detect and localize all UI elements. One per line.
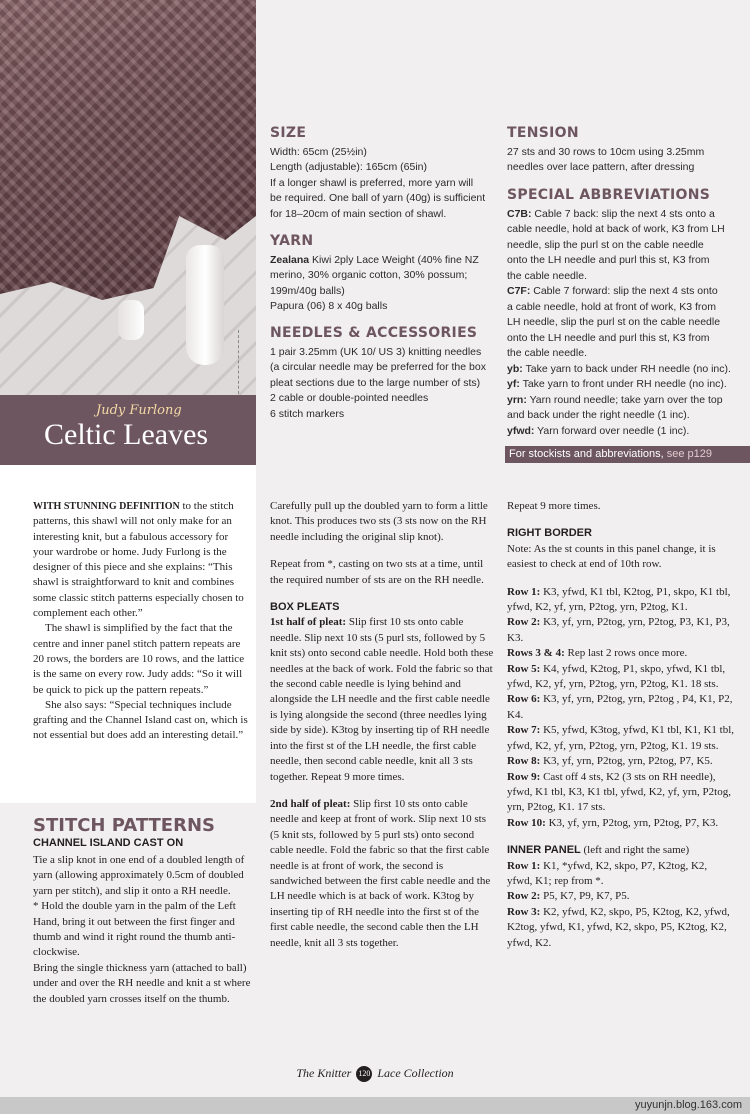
inner-panel-heading: INNER PANEL (left and right the same) [507,844,690,857]
size-line: Length (adjustable): 165cm (65in) [270,161,428,173]
pleat-instruction: 2nd half of pleat: Slip first 10 sts onto cable needle and keep at front of work. Slip next 10 sts (5 knit sts, followed by 5 purl sts) onto second cable needle. Fold the fabric so that the first cable needle is at front of work, the second is sandwiched between the first cable needle and the LH needle which is at back of work. K3tog by inserting tip of RH needle into the first st of the first cable needle, the second cable then the LH needle, knit all 3 sts together. [270,797,491,949]
stool-leg-back [118,300,144,340]
size-section [270,126,502,222]
yarn-line: merino, 30% organic cotton, 30% possum; [270,269,468,281]
row-instruction: Row 7: K5, yfwd, K3tog, yfwd, K1 tbl, K1, K1 tbl, yfwd, K2, yf, yrn, P2tog, yrn, P2tog, K1. 19 sts. [507,724,735,752]
yarn-section [270,234,502,315]
stitch-patterns-heading: STITCH PATTERNS [33,815,215,836]
abbr-line: needle, slip the purl st on the cable needle [507,238,704,251]
cast-on-text [33,853,251,1007]
designer-name: Judy Furlong [96,403,182,418]
middle-paragraph: Carefully pull up the doubled yarn to form a little knot. This produces two sts (3 sts now on the RH needle including the original slip knot). [270,500,488,543]
abbr-line: and back under the right needle (1 inc). [507,409,690,421]
yarn-heading: YARN [270,233,314,249]
row-instruction: Row 6: K3, yf, yrn, P2tog, yrn, P2tog , P4, K1, P2, K4. [507,693,733,721]
row-instruction: Row 10: K3, yf, yrn, P2tog, yrn, P2tog, P7, K3. [507,816,719,829]
repeat-line: Repeat 9 more times. [507,500,601,512]
shawl-photo [0,0,256,395]
row-instruction: Row 3: K2, yfwd, K2, skpo, P5, K2tog, K2, yfwd, K2tog, yfwd, K1, yfwd, K2, skpo, P5, K2tog, K2, yfwd, K2. [507,905,730,949]
abbr-line: LH needle, slip the purl st on the cable needle [507,316,721,328]
row-instruction: Row 9: Cast off 4 sts, K2 (3 sts on RH needle), yfwd, K1 tbl, K3, K1 tbl, yfwd, K2, yf, yrn, P2tog, yrn, P2tog, K1. 17 sts. [507,770,731,814]
cast-on-heading: CHANNEL ISLAND CAST ON [33,837,184,849]
intro-paragraph: WITH STUNNING DEFINITION to the stitch patterns, this shawl will not only make for an interesting knit, but a fabulous accessory for your wardrobe or home. Judy Furlong is the designer of this piece and she explains: “This shawl is straightforward to knit and combines some classic stitch patterns especially chosen to complement each other.” [33,500,244,620]
row-instruction: Row 1: K1, *yfwd, K2, skpo, P7, K2tog, K2, yfwd, K1; rep from *. [507,859,708,887]
size-line: for 18–20cm of main section of shawl. [270,207,447,220]
page-number: 120 [356,1066,372,1082]
yarn-line: Zealana Kiwi 2ply Lace Weight (40% fine NZ [270,253,479,266]
abbr-term: C7F: [507,285,531,297]
magazine-name: The Knitter [296,1066,352,1080]
stockists-bar [505,446,750,463]
row-instruction: Row 2: K3, yf, yrn, P2tog, yrn, P2tog, P3, K1, P3, K3. [507,616,730,644]
intro-text [33,499,251,744]
box-pleats-heading: BOX PLEATS [270,601,340,614]
size-line: Width: 65cm (25½in) [270,145,367,158]
abbr-line: the cable needle. [507,269,587,282]
needles-line: 6 stitch markers [270,407,345,420]
abbreviations-heading: SPECIAL ABBREVIATIONS [507,187,711,203]
cast-on-paragraph: * Hold the double yarn in the palm of the Left Hand, bring it out between the first finger and thumb and wind it right round the thumb anti-clockwise. [33,900,236,959]
right-border-heading: RIGHT BORDER [507,527,592,540]
size-line: be required. One ball of yarn (40g) is sufficient [270,192,486,204]
intro-paragraph: She also says: “Special techniques include grafting and the Channel Island cast on, which is not essential but does add an interesting detail.” [33,698,248,742]
abbr-term: yfwd: [507,424,535,437]
row-instruction: Row 2: P5, K7, P9, K7, P5. [507,890,630,903]
size-line: If a longer shawl is preferred, more yarn will [270,176,474,189]
cast-on-paragraph: Bring the single thickness yarn (attached to ball) under and over the RH needle and knit a st where the doubled yarn crosses itself on the thumb. [33,961,251,1005]
pleat-instruction: 1st half of pleat: Slip first 10 sts onto cable needle. Slip next 10 sts (5 purl sts, followed by 5 knit sts) onto second cable needle. Hold both these needles at the back of work. Fold the fabric so that the second cable needle is lying behind and alongside the LH needle and the first cable needle is lying alongside the second (three needles lying side by side). K3tog by inserting tip of RH needle into the first st of the LH needle, the first cable needle, then second cable needle, knit all 3 sts together. Repeat 9 more times. [270,616,494,783]
needles-line: 1 pair 3.25mm (UK 10/ US 3) knitting needles [270,345,482,358]
size-heading: SIZE [270,125,307,141]
abbr-line: onto the LH needle and purl this st, K3 from [507,331,710,344]
row-instruction: Row 8: K3, yf, yrn, P2tog, yrn, P2tog, P7, K5. [507,755,713,768]
cast-on-paragraph: Tie a slip knot in one end of a doubled length of yarn (allowing approximately 0.5cm of doubled yarn per stitch), and slip it onto a RH needle. [33,854,245,897]
abbr-term: yb: [507,362,523,375]
needles-line: 2 cable or double-pointed needles [270,392,429,404]
needles-heading: NEEDLES & ACCESSORIES [270,325,478,341]
needles-line: (a circular needle may be preferred for the box [270,361,486,373]
tension-heading: TENSION [507,125,579,141]
abbr-line: the cable needle. [507,347,587,359]
yarn-line: 199m/40g balls) [270,284,345,297]
stool-leg [186,245,224,365]
yarn-line: Papura (06) 8 x 40g balls [270,300,388,312]
abbr-line: cable needle, hold at back of work, K3 from LH [507,223,725,235]
abbr-line: onto the LH needle and purl this st, K3 from [507,254,710,266]
title-band [0,395,256,465]
abbr-term: yf: [507,378,520,390]
abbr-term: yrn: [507,393,527,406]
right-column [507,499,735,951]
stockists-page-ref: see p129 [666,448,713,460]
collection-name: Lace Collection [377,1066,454,1080]
intro-paragraph: The shawl is simplified by the fact that the centre and inner panel stitch pattern repeats are 20 rows, the borders are 10 rows, and the lattice is the same on every row. Judy adds: “So it will be quick to pick up the pattern repeats.” [33,622,245,696]
middle-column [270,499,495,951]
tension-line: 27 sts and 30 rows to 10cm using 3.25mm [507,145,705,158]
page-title: Celtic Leaves [44,418,209,451]
needles-section [270,326,502,422]
row-instruction: Rows 3 & 4: Rep last 2 rows once more. [507,647,688,660]
row-instruction: Row 1: K3, yfwd, K1 tbl, K2tog, P1, skpo, K1 tbl, yfwd, K2, yf, yrn, P2tog, yrn, P2tog, K1. [507,585,731,614]
abbr-line: a cable needle, hold at front of work, K3 from [507,300,716,313]
row-instruction: Row 5: K4, yfwd, K2tog, P1, skpo, yfwd, K1 tbl, yfwd, K2, yf, yrn, P2tog, yrn, P2tog, K1. 18 sts. [507,662,726,691]
page-footer [0,1066,750,1082]
watermark-text: yuyunjn.blog.163.com [634,1099,742,1111]
tension-line: needles over lace pattern, after dressing [507,161,695,173]
tension-section [507,126,747,176]
middle-paragraph: Repeat from *, casting on two sts at a time, until the required number of sts are on the RH needle. [270,558,484,586]
stockists-text: For stockists and abbreviations, [509,448,667,460]
border-note: Note: As the st counts in this panel change, it is easiest to check at end of 10th row. [507,542,716,571]
needles-line: pleat sections due to the large number of sts) [270,376,481,389]
yarn-brand: Zealana [270,253,310,266]
abbr-term: C7B: [507,207,532,220]
abbreviations-section: SPECIAL ABBREVIATIONS C7B: Cable 7 back: slip the next 4 sts onto a cable needle, hold at back of work, K3 from LH needle, slip the purl st on the cable needle onto the LH needle and purl this st, K3 from the cable needle. C7F: Cable 7 forward: slip the next 4 sts onto a cable needle, hold at front of work, K3 from LH needle, slip the purl st on the cable needle onto the LH needle and purl this st, K3 from the cable needle. yb: Take yarn to back under RH needle (no inc). yf: Take yarn to front under RH needle (no inc). yrn: Yarn round needle; take yarn over the top and back under the right needle (1 inc). yfwd: Yarn forward over needle (1 inc). [507,188,747,439]
